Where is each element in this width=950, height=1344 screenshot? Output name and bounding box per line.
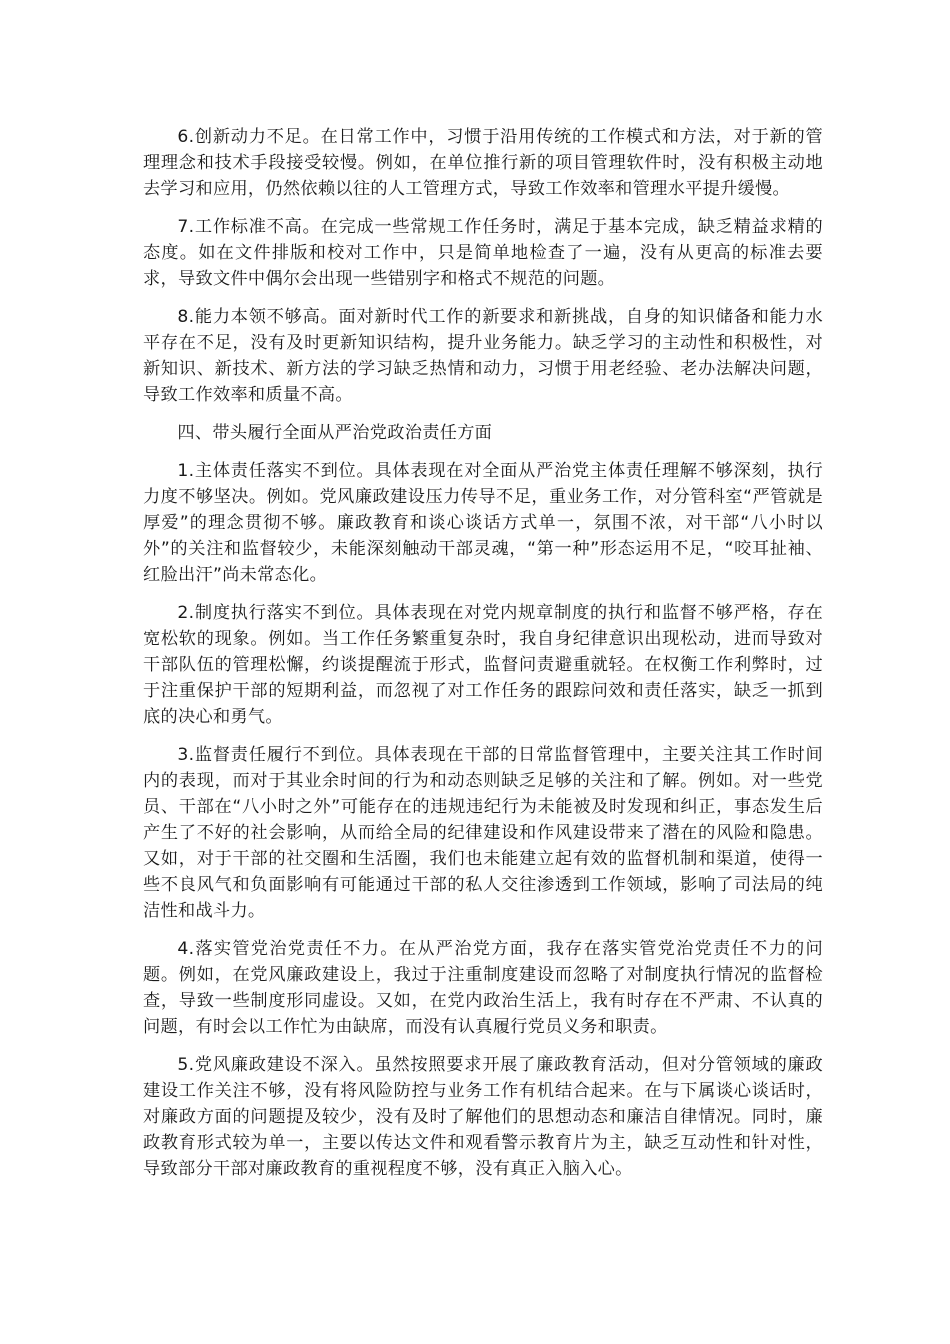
paragraph-item-1-main-responsibility: 1.主体责任落实不到位。具体表现在对全面从严治党主体责任理解不够深刻，执行力度不够坚决。例如。党风廉政建设压力传导不足，重业务工作，对分管科室“严管就是厚爱”的理念贯彻不够。廉政教育和谈心谈话方式单一，氛围不浓，对干部“八小时以外”的关注和监督较少，未能深刻触动干部灵魂，“第一种”形态运用不足，“咬耳扯袖、红脸出汗”尚未常态化。: [143, 461, 823, 585]
section-heading-4: 四、带头履行全面从严治党政治责任方面: [177, 423, 493, 443]
paragraph-item-2-system-execution: 2.制度执行落实不到位。具体表现在对党内规章制度的执行和监督不够严格，存在宽松软的现象。例如。当工作任务繁重复杂时，我自身纪律意识出现松动，进而导致对干部队伍的管理松懈，约谈提醒流于形式，监督问责避重就轻。在权衡工作利弊时，过于注重保护干部的短期利益，而忽视了对工作任务的跟踪问效和责任落实，缺乏一抓到底的决心和勇气。: [143, 603, 823, 727]
paragraph-item-3-supervision: 3.监督责任履行不到位。具体表现在干部的日常监督管理中，主要关注其工作时间内的表现，而对于其业余时间的行为和动态则缺乏足够的关注和了解。例如。对一些党员、干部在“八小时之外”可能存在的违规违纪行为未能被及时发现和纠正，事态发生后产生了不好的社会影响，从而给全局的纪律建设和作风建设带来了潜在的风险和隐患。又如，对于干部的社交圈和生活圈，我们也未能建立起有效的监督机制和渠道，使得一些不良风气和负面影响有可能通过干部的私人交往渗透到工作领域，影响了司法局的纯洁性和战斗力。: [143, 745, 823, 921]
paragraph-item-6-innovation: 6.创新动力不足。在日常工作中，习惯于沿用传统的工作模式和方法，对于新的管理理念和技术手段接受较慢。例如，在单位推行新的项目管理软件时，没有积极主动地去学习和应用，仍然依赖以往的人工管理方式，导致工作效率和管理水平提升缓慢。: [143, 127, 823, 199]
document-page: [143, 124, 823, 1194]
paragraph-item-7-work-standards: 7.工作标准不高。在完成一些常规工作任务时，满足于基本完成，缺乏精益求精的态度。如在文件排版和校对工作中，只是简单地检查了一遍，没有从更高的标准去要求，导致文件中偶尔会出现一些错别字和格式不规范的问题。: [143, 217, 823, 289]
paragraph-item-8-capability: 8.能力本领不够高。面对新时代工作的新要求和新挑战，自身的知识储备和能力水平存在不足，没有及时更新知识结构，提升业务能力。缺乏学习的主动性和积极性，对新知识、新技术、新方法的学习缺乏热情和动力，习惯于用老经验、老办法解决问题，导致工作效率和质量不高。: [143, 307, 823, 405]
paragraph-item-5-integrity-building: 5.党风廉政建设不深入。虽然按照要求开展了廉政教育活动，但对分管领域的廉政建设工作关注不够，没有将风险防控与业务工作有机结合起来。在与下属谈心谈话时，对廉政方面的问题提及较少，没有及时了解他们的思想动态和廉洁自律情况。同时，廉政教育形式较为单一，主要以传达文件和观看警示教育片为主，缺乏互动性和针对性，导致部分干部对廉政教育的重视程度不够，没有真正入脑入心。: [143, 1055, 823, 1179]
paragraph-item-4-party-governance: 4.落实管党治党责任不力。在从严治党方面，我存在落实管党治党责任不力的问题。例如，在党风廉政建设上，我过于注重制度建设而忽略了对制度执行情况的监督检查，导致一些制度形同虚设。又如，在党内政治生活上，我有时存在不严肃、不认真的问题，有时会以工作忙为由缺席，而没有认真履行党员义务和职责。: [143, 939, 823, 1037]
